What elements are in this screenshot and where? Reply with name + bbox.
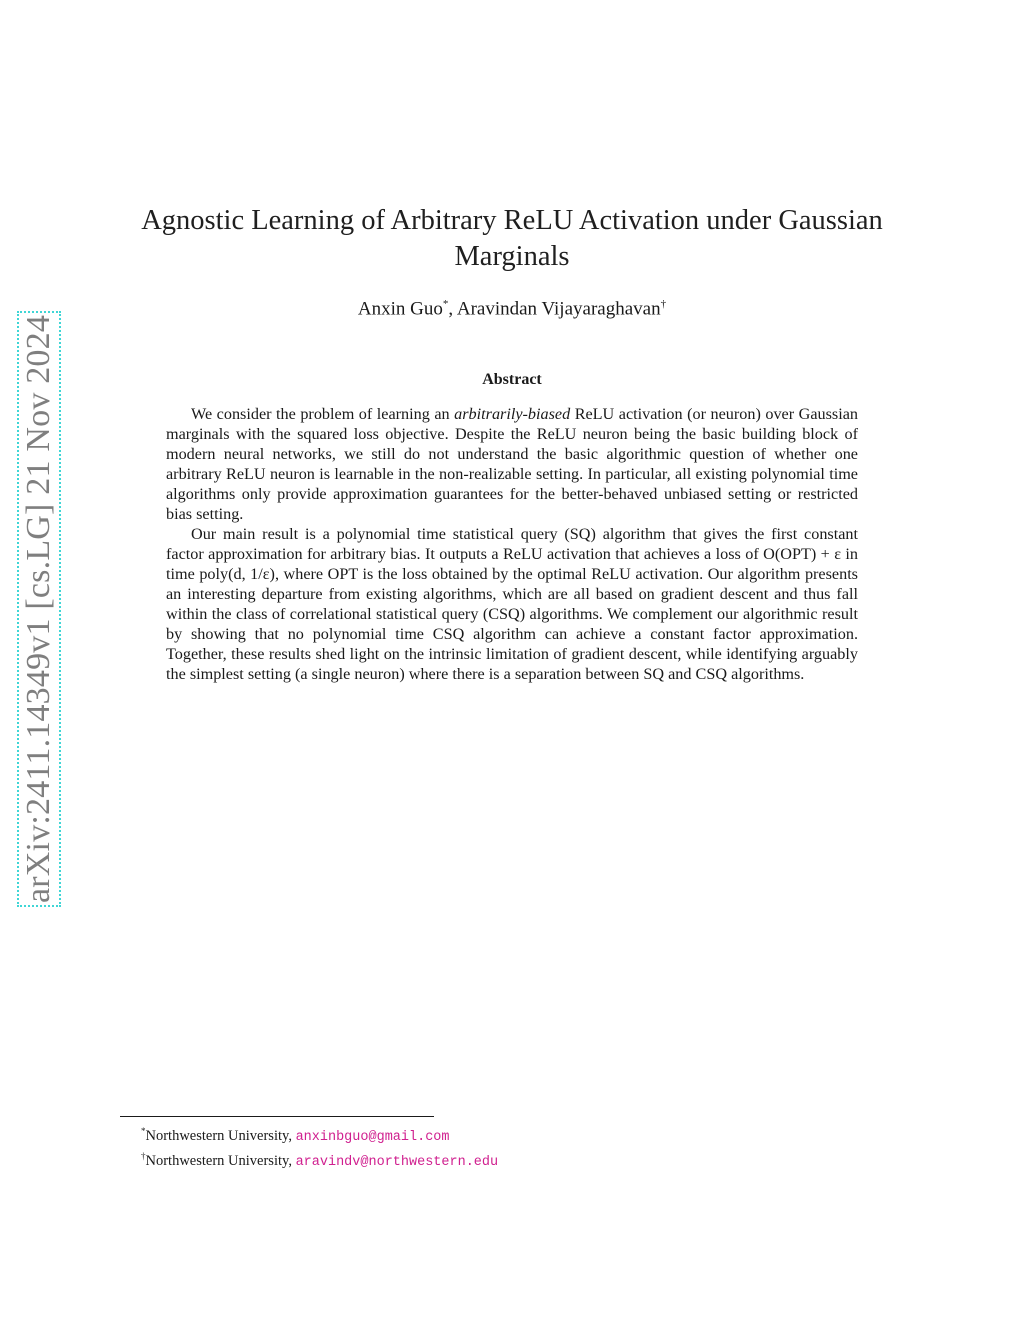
footnote-divider — [120, 1116, 434, 1117]
author-name: Aravindan Vijayaraghavan — [456, 298, 661, 320]
author-list: Anxin Guo*, Aravindan Vijayaraghavan† — [357, 298, 667, 320]
arxiv-stamp — [17, 311, 61, 907]
footnote — [141, 1122, 498, 1147]
footnote-mark: † — [141, 1151, 146, 1162]
paper-title: Agnostic Learning of Arbitrary ReLU Activation under Gaussian Marginals — [141, 205, 883, 273]
abstract-text: We consider the problem of learning an — [191, 405, 455, 423]
email-link[interactable]: anxinbguo@gmail.com — [295, 1129, 450, 1145]
abstract-emphasis: arbitrarily-biased — [454, 405, 571, 423]
author-footnote-mark: * — [442, 298, 449, 310]
email-link[interactable]: aravindv@northwestern.edu — [295, 1155, 499, 1171]
author-name: Anxin Guo — [357, 298, 443, 320]
arxiv-stamp-text: arXiv:2411.14349v1 [cs.LG] 21 Nov 2024 — [20, 314, 57, 904]
footnote-text: Northwestern University, — [145, 1153, 296, 1170]
abstract-text: ReLU activation (or neuron) over Gaussian marginals with the squared loss objective. Despite the ReLU neuron being the basic building block of modern neural networks, we still do not understand the basic algorithmic question of whether one arbitrary ReLU neuron is learnable in the non-realizable setting. In particular, all existing polynomial time algorithms only provide approximation guarantees for the better-behaved unbiased setting or restricted bias setting. — [166, 405, 858, 523]
author-footnote-mark: † — [660, 298, 667, 310]
footnote-text: Northwestern University, — [145, 1127, 296, 1144]
abstract-body — [166, 404, 858, 684]
footnotes — [141, 1122, 498, 1173]
abstract-paragraph: Our main result is a polynomial time statistical query (SQ) algorithm that gives the first constant factor approximation for arbitrary bias. It outputs a ReLU activation that achieves a loss of O(OPT) + ε in time poly(d, 1/ε), where OPT is the loss obtained by the optimal ReLU activation. Our algorithm presents an interesting departure from existing algorithms, which are all based on gradient descent and thus fall within the class of correlational statistical query (CSQ) algorithms. We complement our algorithmic result by showing that no polynomial time CSQ algorithm can achieve a constant factor approximation. Together, these results shed light on the intrinsic limitation of gradient descent, while identifying arguably the simplest setting (a single neuron) where there is a separation between SQ and CSQ algorithms. — [166, 525, 858, 683]
abstract-heading: Abstract — [482, 371, 542, 388]
abstract-paragraph — [166, 404, 858, 524]
footnote — [141, 1147, 498, 1172]
footnote-mark: * — [141, 1126, 146, 1136]
